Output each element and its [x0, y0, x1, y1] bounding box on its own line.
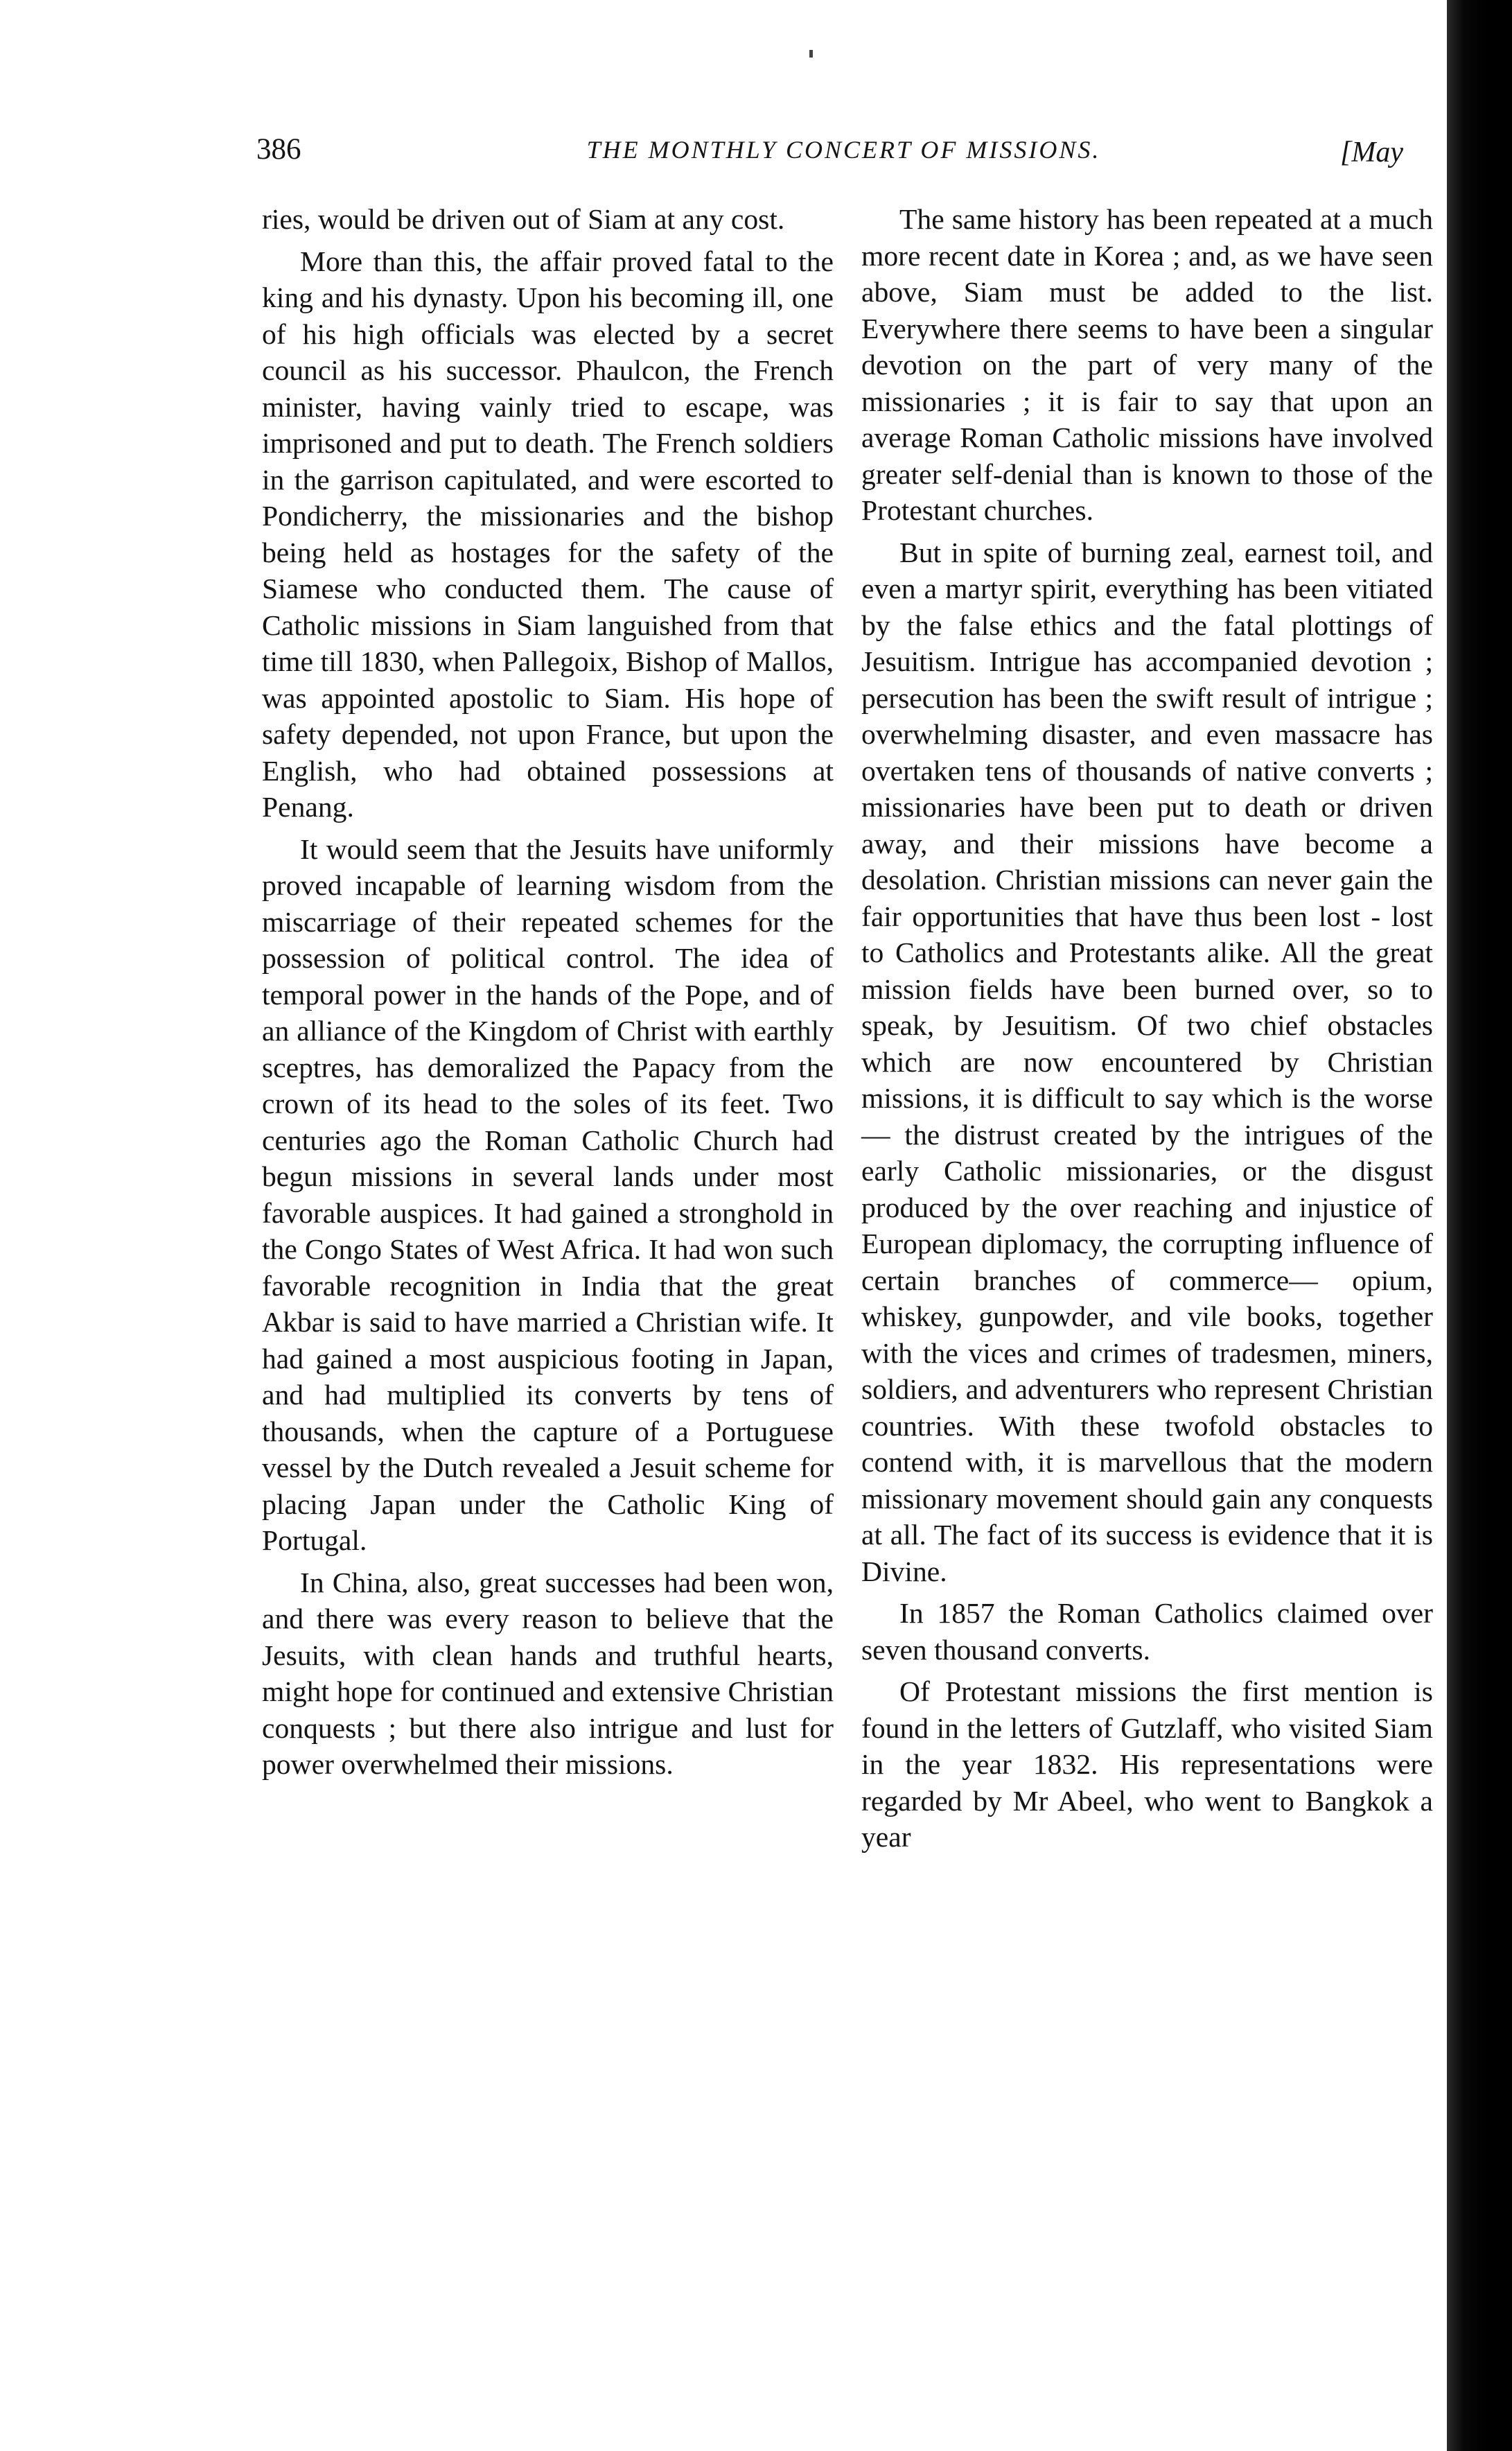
paragraph: More than this, the affair proved fatal to the king and his dynasty. Upon his becoming ill, one of his high officials was elected by a secret council as his successor. Phaulcon, the French minister, having vainly tried to escape, was imprisoned and put to death. The French soldiers in the garrison capitulated, and were escorted to Pondicherry, the missionaries and the bishop being held as hostages for the safety of the Siamese who conducted them. The cause of Catholic missions in Siam languished from that time till 1830, when Pallegoix, Bishop of Mallos, was appointed apostolic to Siam. His hope of safety depended, not upon France, but upon the English, who had obtained possessions at Penang. — [262, 245, 834, 823]
paragraph: ries, would be driven out of Siam at any cost. — [262, 203, 785, 235]
right-column — [861, 201, 1433, 1861]
paragraph: In China, also, great successes had been won, and there was every reason to believe that the Jesuits, with clean hands and truthful hearts, might hope for continued and extensive Christian conquests ; but there also intrigue and lust for power overwhelmed their missions. — [262, 1566, 834, 1780]
journal-title: THE MONTHLY CONCERT OF MISSIONS. — [586, 136, 1101, 164]
issue-month: [May — [1340, 137, 1403, 168]
paragraph: In 1857 the Roman Catholics claimed over seven thousand converts. — [861, 1597, 1433, 1666]
scan-dark-edge — [1447, 0, 1512, 2451]
left-column — [262, 201, 834, 1788]
page-number: 386 — [256, 133, 301, 166]
running-head — [256, 129, 1403, 171]
scan-speck — [809, 50, 813, 58]
paragraph: The same history has been repeated at a much more recent date in Korea ; and, as we have seen above, Siam must be added to the list. Everywhere there seems to have been a singular devotion on the part of very many of the missionaries ; it is fair to say that upon an average Roman Catholic missions have involved greater self-denial than is known to those of the Protestant churches. — [861, 203, 1433, 526]
paragraph: It would seem that the Jesuits have uniformly proved incapable of learning wisdom from the miscarriage of their repeated schemes for the possession of political control. The idea of temporal power in the hands of the Pope, and of an alliance of the Kingdom of Christ with earthly sceptres, has demoralized the Papacy from the crown of its head to the soles of its feet. Two centuries ago the Roman Catholic Church had begun missions in several lands under most favorable auspices. It had gained a stronghold in the Congo States of West Africa. It had won such favorable recognition in India that the great Akbar is said to have married a Christian wife. It had gained a most auspicious footing in Japan, and had multiplied its converts by tens of thousands, when the capture of a Portuguese vessel by the Dutch revealed a Jesuit scheme for placing Japan under the Catholic King of Portugal. — [262, 832, 834, 1556]
paragraph: Of Protestant missions the first mention is found in the letters of Gutzlaff, who visited Siam in the year 1832. His representations were regarded by Mr Abeel, who went to Bangkok a year — [861, 1675, 1433, 1853]
paragraph: But in spite of burning zeal, earnest toil, and even a martyr spirit, everything has been vitiated by the false ethics and the fatal plottings of Jesuitism. Intrigue has accompanied devotion ; persecution has been the swift result of intrigue ; overwhelming disaster, and even massacre has overtaken tens of thousands of native converts ; missionaries have been put to death or driven away, and their missions have become a desolation. Christian missions can never gain the fair opportunities that have thus been lost - lost to Catholics and Protestants alike. All the great mission fields have been burned over, so to speak, by Jesuitism. Of two chief obstacles which are now encountered by Christian missions, it is difficult to say which is the worse— the distrust created by the intrigues of the early Catholic missionaries, or the disgust produced by the over reaching and injustice of European diplomacy, the corrupting influence of certain branches of commerce— opium, whiskey, gunpowder, and vile books, together with the vices and crimes of tradesmen, miners, soldiers, and adventurers who represent Christian countries. With these twofold obstacles to contend with, it is marvellous that the modern missionary movement should gain any conquests at all. The fact of its success is evidence that it is Divine. — [861, 536, 1433, 1587]
